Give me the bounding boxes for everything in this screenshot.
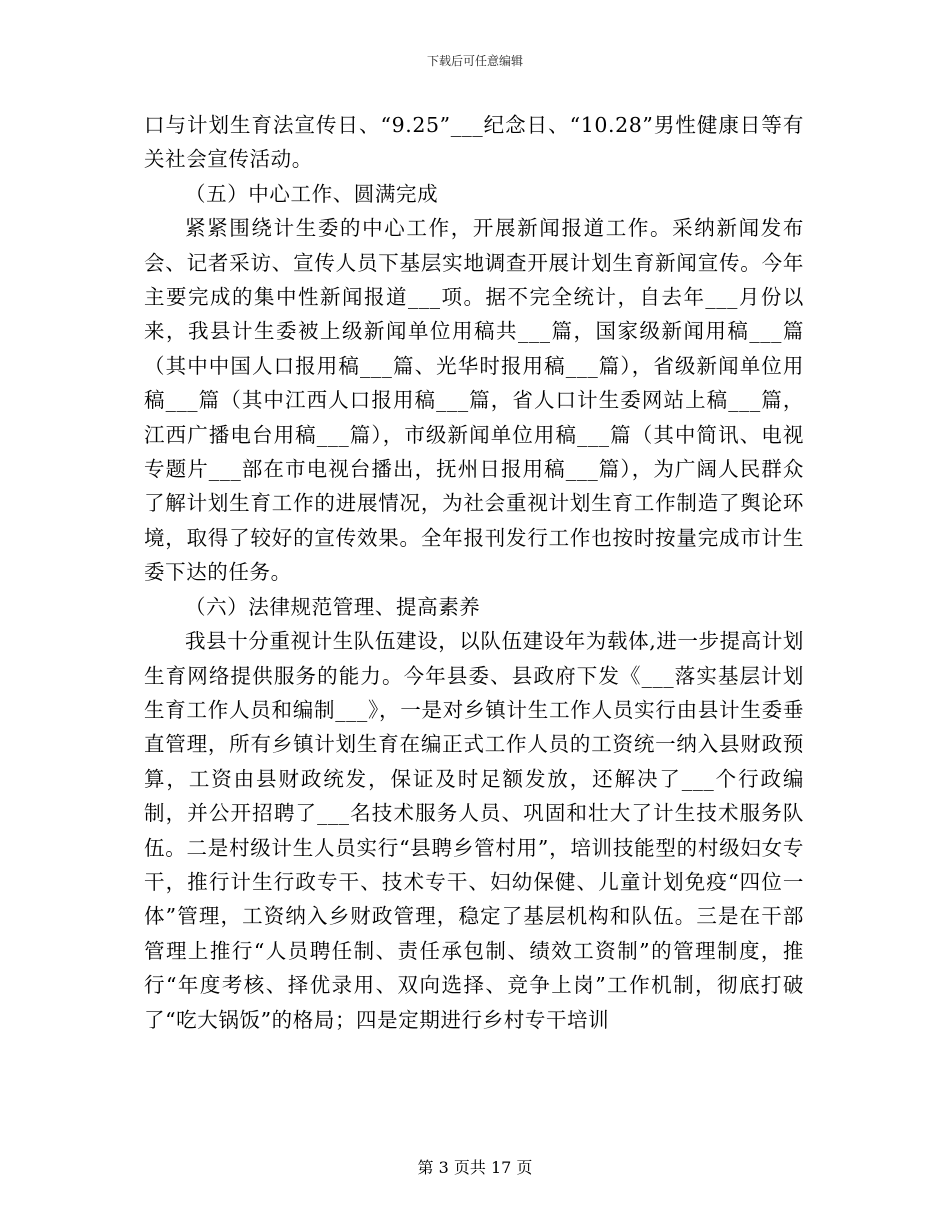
- document-body: [144, 108, 804, 1037]
- paragraph-team-building: 我县十分重视计生队伍建设，以队伍建设年为载体,进一步提高计划生育网络提供服务的能力。今年县委、县政府下发《___落实基层计划生育工作人员和编制___》，一是对乡镇计生工作人员实行由县计生委垂直管理，所有乡镇计划生育在编正式工作人员的工资统一纳入县财政预算，工资由县财政统发，保证及时足额发放，还解决了___个行政编制，并公开招聘了___名技术服务人员、巩固和壮大了计生技术服务队伍。二是村级计生人员实行“县聘乡管村用”，培训技能型的村级妇女专干，推行计生行政专干、技术专干、妇幼保健、儿童计划免疫“四位一体”管理，工资纳入乡财政管理，稳定了基层机构和队伍。三是在干部管理上推行“人员聘任制、责任承包制、绩效工资制”的管理制度，推行“年度考核、择优录用、双向选择、竞争上岗”工作机制，彻底打破了“吃大锅饭”的格局；四是定期进行乡村专干培训: [144, 629, 805, 1032]
- page-header: 下载后可任意编辑: [426, 54, 523, 68]
- section-heading-5: （五）中心工作、圆满完成: [185, 181, 439, 206]
- section-heading-6: （六）法律规范管理、提高素养: [185, 594, 481, 619]
- paragraph-continuation: 口与计划生育法宣传日、“9.25”___纪念日、“10.28”男性健康日等有关社会宣传活动。: [144, 113, 804, 172]
- page-number: 第 3 页共 17 页: [417, 1158, 533, 1177]
- paragraph-news-reporting: 紧紧围绕计生委的中心工作，开展新闻报道工作。采纳新闻发布会、记者采访、宣传人员下基层实地调查开展计划生育新闻宣传。今年主要完成的集中性新闻报道___项。据不完全统计，自去年___月份以来，我县计生委被上级新闻单位用稿共___篇，国家级新闻用稿___篇（其中中国人口报用稿___篇、光华时报用稿___篇），省级新闻单位用稿___篇（其中江西人口报用稿___篇，省人口计生委网站上稿___篇，江西广播电台用稿___篇），市级新闻单位用稿___篇（其中简讯、电视专题片___部在市电视台播出，抚州日报用稿___篇），为广阔人民群众了解计划生育工作的进展情况，为社会重视计划生育工作制造了舆论环境，取得了较好的宣传效果。全年报刊发行工作也按时按量完成市计生委下达的任务。: [144, 216, 804, 585]
